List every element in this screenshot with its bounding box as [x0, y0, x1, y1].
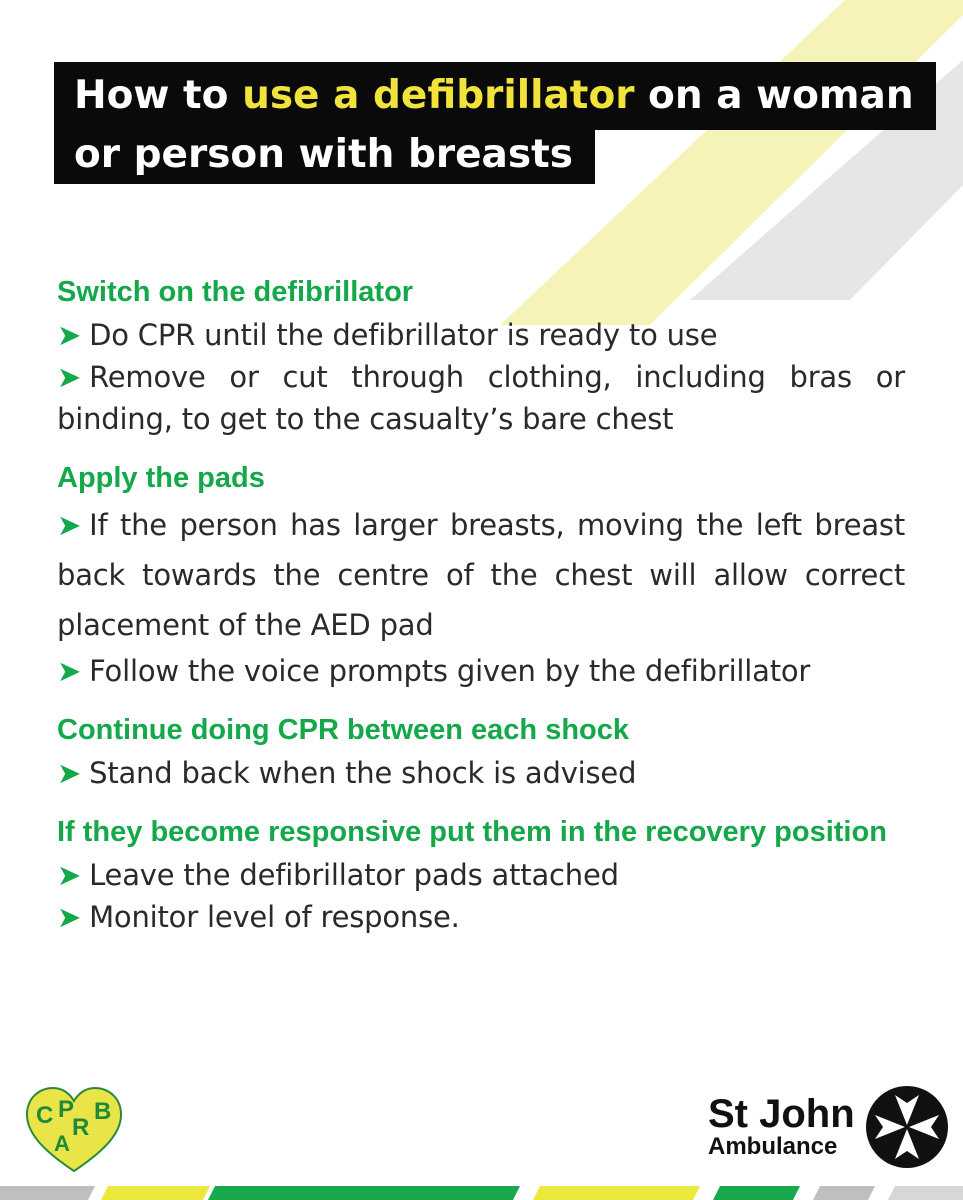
section-heading: If they become responsive put them in the recovery position	[57, 816, 887, 848]
logo-letter: R	[72, 1114, 90, 1141]
bullet-text: Leave the defibrillator pads attached	[89, 858, 619, 892]
st-john-ambulance-logo	[708, 1085, 949, 1169]
section-apply-pads	[57, 458, 905, 692]
bullet-item	[57, 500, 905, 650]
section-heading: Apply the pads	[57, 462, 265, 494]
arrow-icon: ➤	[57, 858, 82, 892]
bullet-item	[57, 314, 905, 356]
heart-icon	[24, 1085, 124, 1175]
bullet-item	[57, 752, 905, 794]
logo-line1: St John	[708, 1092, 855, 1136]
bullet-item	[57, 854, 905, 896]
page-title-line2: or person with breasts	[54, 130, 595, 184]
bullet-item	[57, 650, 905, 692]
logo-letter: A	[54, 1131, 70, 1156]
title-suffix: on a woman	[634, 73, 914, 118]
bullet-text: Follow the voice prompts given by the defibrillator	[89, 654, 811, 688]
arrow-icon: ➤	[57, 318, 82, 352]
section-switch-on	[57, 272, 905, 440]
bullet-text: Do CPR until the defibrillator is ready to use	[89, 318, 718, 352]
instructions	[57, 272, 905, 956]
logo-letter: B	[94, 1098, 112, 1125]
arrow-icon: ➤	[57, 654, 82, 688]
bullet-item	[57, 356, 905, 440]
logo-letter: P	[58, 1096, 75, 1123]
bullet-text: If the person has larger breasts, moving the left breast back towards the centre of the chest will allow correct placement of the AED pad	[57, 508, 905, 642]
arrow-icon: ➤	[57, 508, 82, 542]
bullet-item	[57, 896, 905, 938]
bullet-text: Stand back when the shock is advised	[89, 756, 637, 790]
cprba-heart-logo	[24, 1085, 124, 1179]
bullet-text: Monitor level of response.	[89, 900, 460, 934]
bottom-color-bar	[0, 1186, 963, 1200]
title-highlight: use a defibrillator	[242, 73, 635, 118]
bullet-text: Remove or cut through clothing, including bras or binding, to get to the casualty’s bare chest	[57, 360, 905, 436]
section-continue-cpr	[57, 710, 905, 794]
section-recovery	[57, 812, 905, 938]
logo-letter: C	[36, 1102, 54, 1129]
maltese-cross-icon	[865, 1085, 949, 1169]
logo-wordmark	[708, 1094, 855, 1160]
logo-line2: Ambulance	[708, 1133, 838, 1160]
title-prefix: How to	[74, 73, 243, 118]
section-heading: Continue doing CPR between each shock	[57, 714, 630, 746]
section-heading: Switch on the defibrillator	[57, 276, 414, 308]
arrow-icon: ➤	[57, 360, 82, 394]
arrow-icon: ➤	[57, 756, 82, 790]
page-title	[54, 62, 936, 130]
arrow-icon: ➤	[57, 900, 82, 934]
